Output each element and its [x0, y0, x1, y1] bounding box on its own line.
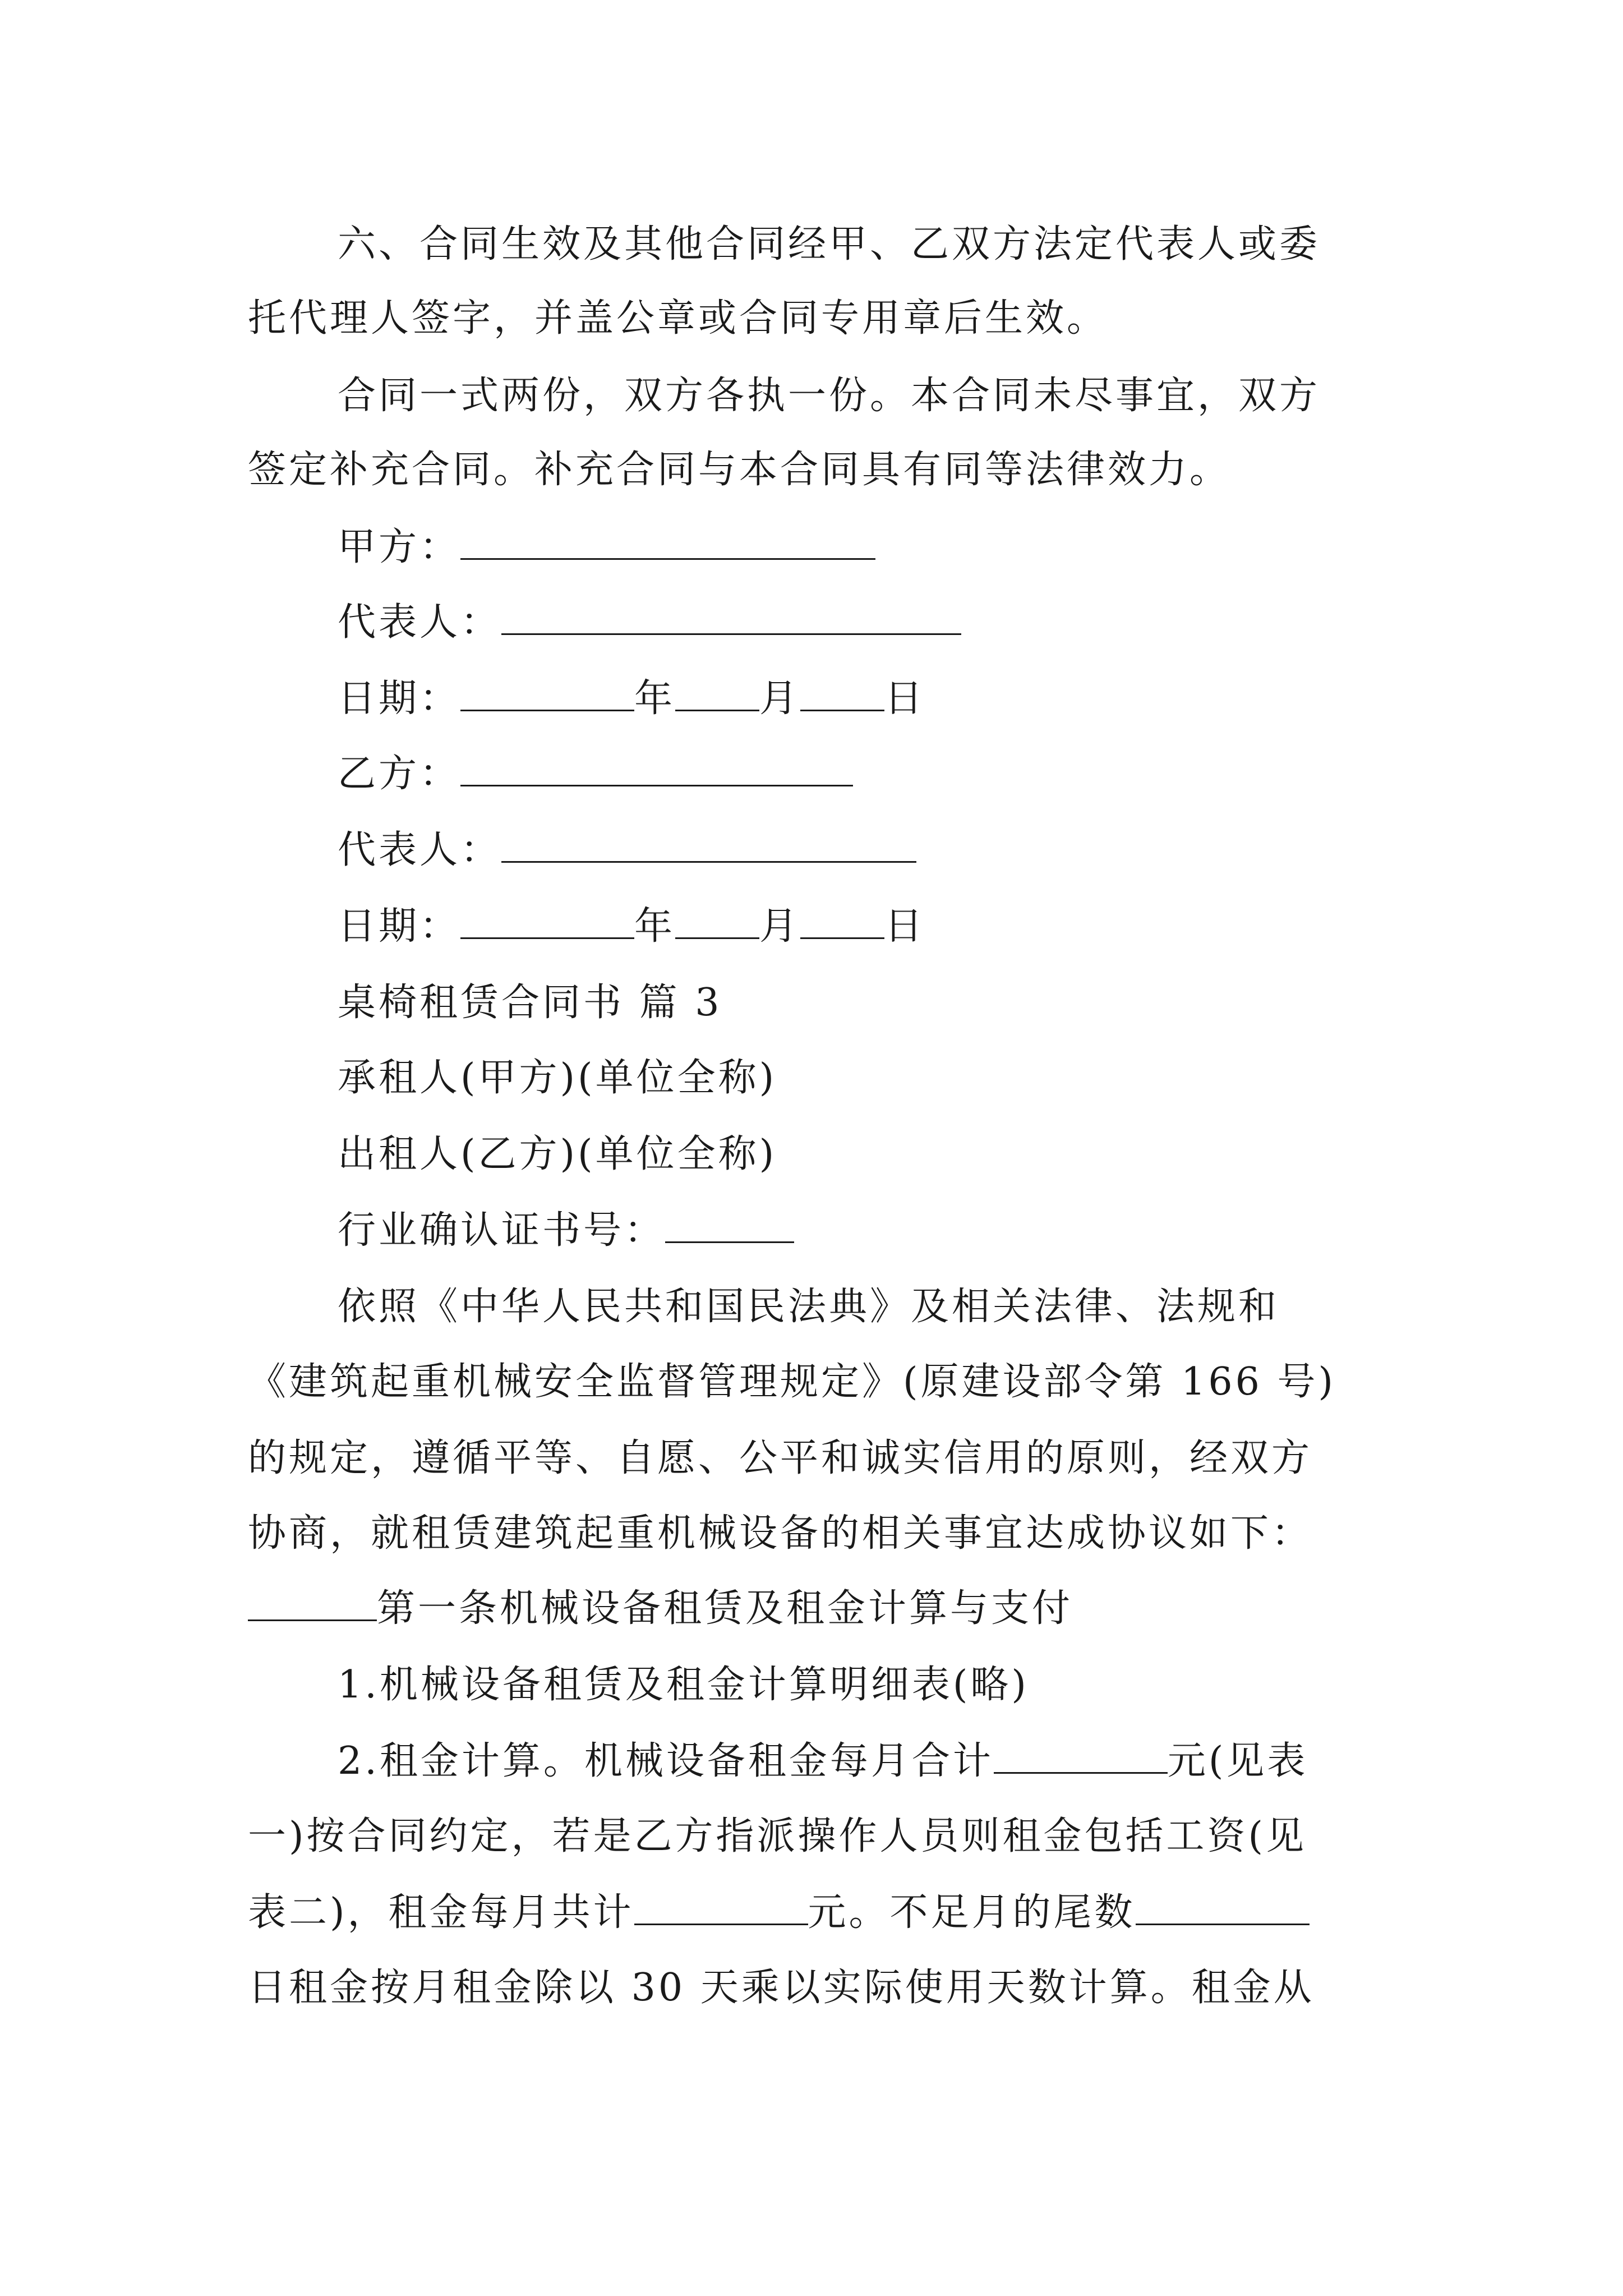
item2-line2: 一)按合同约定，若是乙方指派操作人员则租金包括工资(见	[248, 1814, 1307, 1858]
cert-row	[338, 1203, 794, 1259]
cert-blank	[665, 1207, 794, 1243]
item1-line: 1.机械设备租赁及租金计算明细表(略)	[338, 1663, 1029, 1707]
date-a-year: 年	[634, 677, 676, 721]
date-a-day: 日	[884, 677, 926, 721]
clause1-row	[248, 1581, 1073, 1637]
copies-line2: 签定补充合同。补充合同与本合同具有同等法律效力。	[248, 448, 1231, 492]
item2-remainder-blank	[1136, 1889, 1310, 1925]
date-b-year: 年	[634, 904, 676, 949]
date-b-day-blank	[800, 903, 884, 939]
date-a-month-blank	[675, 675, 759, 711]
section6-line1: 六、合同生效及其他合同经甲、乙双方法定代表人或委	[338, 222, 1321, 266]
rep-b-label: 代表人：	[338, 828, 502, 872]
intro-line2: 《建筑起重机械安全监督管理规定》(原建设部令第 166 号)	[248, 1360, 1336, 1404]
clause1-title: 第一条机械设备租赁及租金计算与支付	[377, 1586, 1073, 1631]
item2-text-b: 元(见表	[1167, 1739, 1308, 1783]
article-title: 桌椅租赁合同书 篇 3	[338, 981, 722, 1025]
party-b-row	[338, 746, 853, 802]
party-a-label: 甲方：	[338, 525, 461, 569]
lessee-line: 承租人(甲方)(单位全称)	[338, 1056, 777, 1100]
date-a-label: 日期：	[338, 677, 461, 721]
cert-label: 行业确认证书号：	[338, 1208, 666, 1253]
copies-line1: 合同一式两份，双方各执一份。本合同未尽事宜，双方	[338, 374, 1321, 418]
party-b-label: 乙方：	[338, 752, 461, 796]
date-a-day-blank	[800, 675, 884, 711]
party-a-row	[338, 519, 875, 576]
date-a-row	[338, 671, 925, 727]
rep-a-blank	[501, 599, 961, 635]
item2-line3-text-a: 表二)，租金每月共计	[248, 1890, 634, 1935]
rep-b-row	[338, 822, 916, 878]
section6-line2: 托代理人签字，并盖公章或合同专用章后生效。	[248, 296, 1108, 341]
rep-b-blank	[501, 826, 916, 863]
intro-line3: 的规定，遵循平等、自愿、公平和诚实信用的原则，经双方	[248, 1436, 1313, 1480]
date-b-day: 日	[884, 904, 926, 949]
item2-monthly-blank	[994, 1737, 1168, 1774]
item2-total-blank	[634, 1889, 808, 1925]
rep-a-row	[338, 595, 961, 651]
date-b-row	[338, 899, 925, 955]
date-b-year-blank	[460, 903, 634, 939]
clause1-blank	[248, 1585, 377, 1621]
party-b-blank	[460, 750, 853, 786]
intro-line1: 依照《中华人民共和国民法典》及相关法律、法规和	[338, 1285, 1280, 1329]
item2-line4: 日租金按月租金除以 30 天乘以实际使用天数计算。租金从	[248, 1966, 1315, 2010]
rep-a-label: 代表人：	[338, 600, 502, 645]
date-a-month: 月	[759, 677, 801, 721]
date-b-month: 月	[759, 904, 801, 949]
date-b-label: 日期：	[338, 904, 461, 949]
item2-line3	[248, 1885, 1310, 1941]
item2-line1	[338, 1733, 1308, 1789]
lessor-line: 出租人(乙方)(单位全称)	[338, 1132, 777, 1176]
item2-text-a: 2.租金计算。机械设备租金每月合计	[338, 1739, 994, 1783]
party-a-blank	[460, 523, 875, 560]
item2-line3-text-b: 元。不足月的尾数	[808, 1890, 1136, 1935]
intro-line4: 协商，就租赁建筑起重机械设备的相关事宜达成协议如下：	[248, 1511, 1313, 1556]
date-b-month-blank	[675, 903, 759, 939]
date-a-year-blank	[460, 675, 634, 711]
